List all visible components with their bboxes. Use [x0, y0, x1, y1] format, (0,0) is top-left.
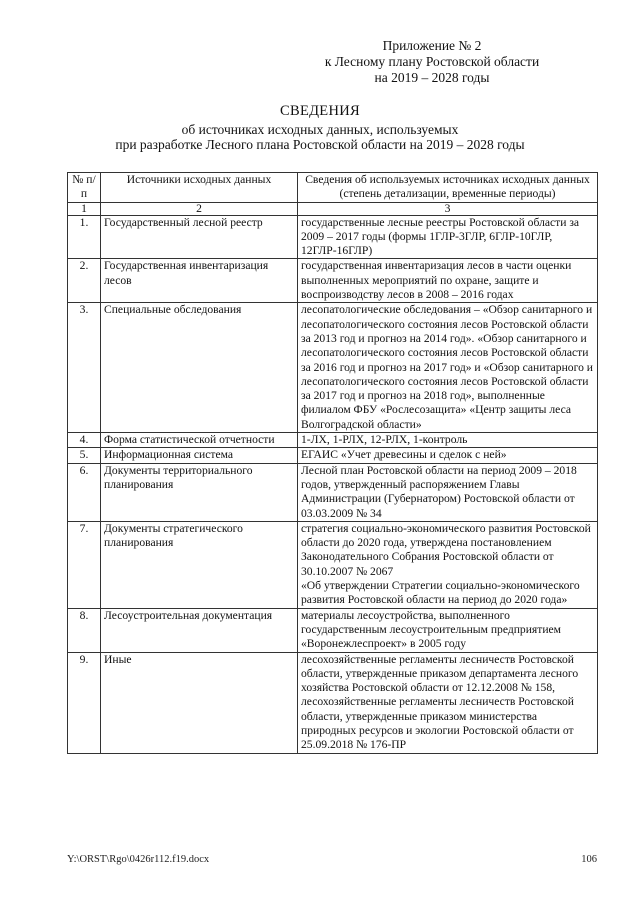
table-row [68, 303, 598, 433]
table-row [68, 448, 598, 463]
table-row [68, 433, 598, 448]
document-title [0, 104, 640, 153]
row-info: государственная инвентаризация лесов в части оценки выполненных мероприятий по охране, защите и воспроизводству лесов в 2008 – 2016 годах [298, 259, 598, 303]
row-source: Государственная инвентаризация лесов [101, 259, 298, 303]
row-info: 1-ЛХ, 1-РЛХ, 12-РЛХ, 1-контроль [298, 433, 598, 448]
column-number: 1 [68, 202, 101, 215]
header-num: № п/п [68, 173, 101, 203]
footer-page-number: 106 [581, 854, 597, 865]
column-numbers-row [68, 202, 598, 215]
row-source: Иные [101, 652, 298, 753]
table-row [68, 215, 598, 259]
row-info: Лесной план Ростовской области на период 2009 – 2018 годов, утвержденный распоряжением Главы Администрации (Губернатором) Ростовской области от 03.03.2009 № 34 [298, 463, 598, 521]
row-num: 3. [68, 303, 101, 433]
table-row [68, 463, 598, 521]
appendix-line-3: на 2019 – 2028 годы [374, 70, 490, 85]
table-row [68, 608, 598, 652]
table-header-row [68, 173, 598, 203]
row-info: ЕГАИС «Учет древесины и сделок с ней» [298, 448, 598, 463]
row-source: Документы стратегического планирования [101, 521, 298, 608]
row-info: материалы лесоустройства, выполненного государственным лесоустроительным предприятием «Воронежлеспроект» в 2005 году [298, 608, 598, 652]
table-row [68, 652, 598, 753]
row-source: Государственный лесной реестр [101, 215, 298, 259]
appendix-line-1: Приложение № 2 [382, 38, 482, 53]
row-info: лесохозяйственные регламенты лесничеств Ростовской области, утвержденные приказом департамента лесного хозяйства Ростовской области от 12.12.2008 № 158, лесохозяйственные регламенты лесничеств Ростовской области, утвержденные приказом министерства природных ресурсов и экологии Ростовской области от 25.09.2018 № 176-ПР [298, 652, 598, 753]
title-main: СВЕДЕНИЯ [280, 103, 360, 119]
title-subtitle-1: об источниках исходных данных, используемых [181, 121, 459, 137]
row-source: Лесоустроительная документация [101, 608, 298, 652]
sources-table [67, 172, 598, 754]
table-row [68, 521, 598, 608]
row-num: 1. [68, 215, 101, 259]
row-num: 6. [68, 463, 101, 521]
header-info: Сведения об используемых источниках исходных данных (степень детализации, временные периоды) [298, 173, 598, 203]
header-source: Источники исходных данных [101, 173, 298, 203]
row-source: Документы территориального планирования [101, 463, 298, 521]
row-info: стратегия социально-экономического развития Ростовской области до 2020 года, утверждена постановлением Законодательного Собрания Ростовской области от 30.10.2007 № 2067 «Об утверждении Стратегии социально-экономического развития Ростовской области на период до 2020 года» [298, 521, 598, 608]
row-num: 8. [68, 608, 101, 652]
column-number: 3 [298, 202, 598, 215]
title-subtitle-2: при разработке Лесного плана Ростовской области на 2019 – 2028 годы [115, 137, 525, 152]
row-num: 2. [68, 259, 101, 303]
row-num: 9. [68, 652, 101, 753]
row-num: 7. [68, 521, 101, 608]
appendix-line-2: к Лесному плану Ростовской области [324, 54, 540, 69]
table-row [68, 259, 598, 303]
column-number: 2 [101, 202, 298, 215]
row-num: 5. [68, 448, 101, 463]
footer-file-path: Y:\ORST\Rgo\0426r112.f19.docx [67, 854, 210, 865]
row-source: Информационная система [101, 448, 298, 463]
row-info: лесопатологические обследования – «Обзор санитарного и лесопатологического состояния лесов Ростовской области за 2013 год и прогноз на 2014 год». «Обзор санитарного и лесопатологического состояния лесов Ростовской области за 2016 год и прогноз на 2017 год» и «Обзор санитарного и лесопатологического состояния лесов Ростовской области за 2017 год и прогноз на 2018 год», выполненные филиалом ФБУ «Рослесозащита» «Центр защиты леса Волгоградской области» [298, 303, 598, 433]
row-info: государственные лесные реестры Ростовской области за 2009 – 2017 годы (формы 1ГЛР-3ГЛР, 6ГЛР-10ГЛР, 12ГЛР-16ГЛР) [298, 215, 598, 259]
row-source: Форма статистической отчетности [101, 433, 298, 448]
row-num: 4. [68, 433, 101, 448]
row-source: Специальные обследования [101, 303, 298, 433]
appendix-header [282, 38, 582, 86]
